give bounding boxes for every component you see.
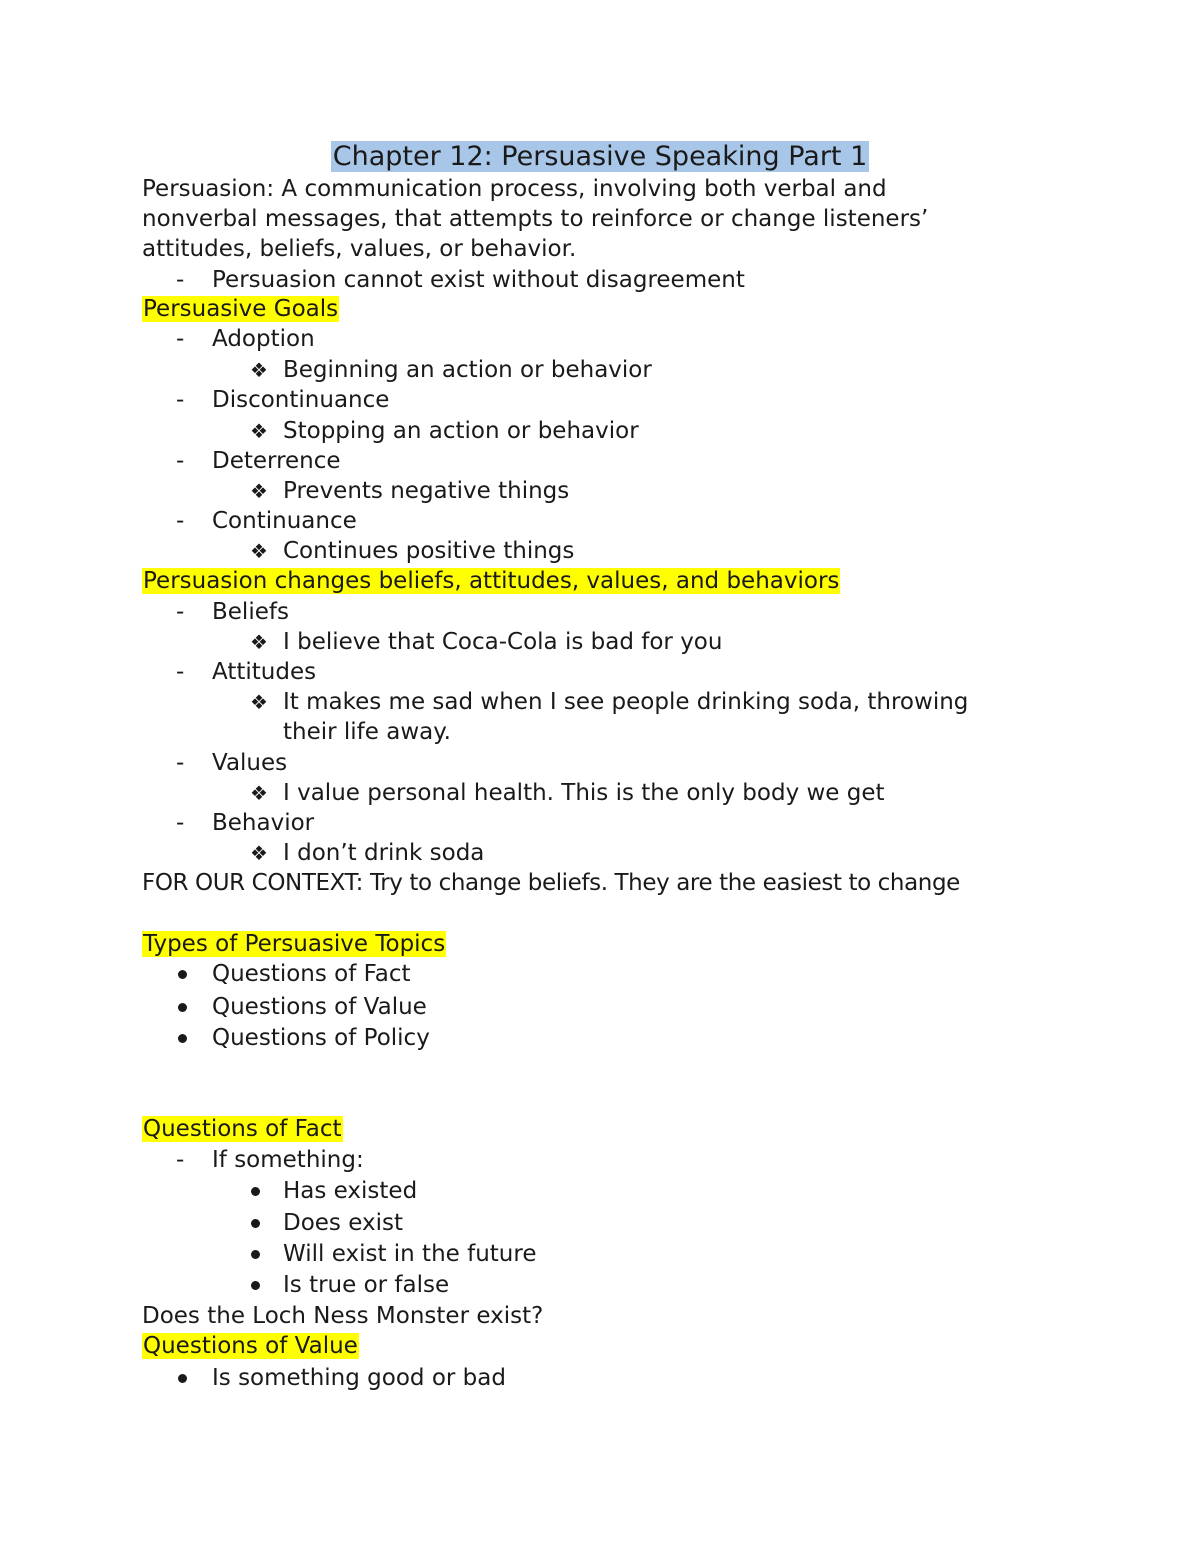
fact-heading: Questions of Fact [143, 1116, 342, 1142]
document-title: Chapter 12: Persuasive Speaking Part 1 [332, 141, 868, 172]
diamond-bullet-icon: ❖ [250, 539, 268, 563]
bullet-dot-icon [178, 1374, 187, 1383]
definition-line-3: attitudes, beliefs, values, or behavior. [142, 236, 577, 262]
bullet-dot-icon [251, 1187, 260, 1196]
diamond-bullet-icon: ❖ [250, 419, 268, 443]
bullet-dot-icon [178, 1003, 187, 1012]
diamond-bullet-icon: ❖ [250, 781, 268, 805]
diamond-bullet-icon: ❖ [250, 479, 268, 503]
bullet-dot-icon [251, 1250, 260, 1259]
context-note: FOR OUR CONTEXT: Try to change beliefs. They are the easiest to change [142, 870, 960, 896]
bullet-dot-icon [251, 1281, 260, 1290]
goals-heading: Persuasive Goals [143, 296, 339, 322]
bullet-dot-icon [251, 1219, 260, 1228]
changes-heading: Persuasion changes beliefs, attitudes, values, and behaviors [143, 568, 840, 594]
value-heading: Questions of Value [143, 1333, 358, 1359]
bullet-dot-icon [178, 1034, 187, 1043]
change-attitudes-detail-cont: their life away. [283, 719, 451, 745]
bullet-dot-icon [178, 970, 187, 979]
definition-line-1: Persuasion: A communication process, involving both verbal and [142, 176, 887, 202]
diamond-bullet-icon: ❖ [250, 690, 268, 714]
diamond-bullet-icon: ❖ [250, 841, 268, 865]
document-page: Chapter 12: Persuasive Speaking Part 1 Persuasion: A communication process, involving both verbal and nonverbal messages, that attempts to reinforce or change listeners’ attitudes, beliefs, values, or behavior. - Persuasion cannot exist without disagreement Persuasive Goals - Adoption ❖ Beginning an action or behavior - Discontinuance ❖ Stopping an action or behavior - Deterrence ❖ Prevents negative things - Continuance ❖ Continues positive things Persuasion changes beliefs, attitudes, values, and behaviors - Beliefs ❖ I believe that Coca-Cola is bad for you - Attitudes ❖ It makes me sad when I see people drinking soda, throwing their life away. - Values ❖ I value personal health. This is the only body we get - Behavior ❖ I don’t drink soda FOR OUR CONTEXT: Try to change beliefs. They are the easiest to change Types of Persuasive Topics Questions of Fact Questions of Value Questions of Policy Questions of Fact - If something: Has existed Does exist Will exist in the future Is true or false Does the Loch Ness Monster exist? Questions of Value Is something good or bad [0, 0, 1200, 1553]
diamond-bullet-icon: ❖ [250, 358, 268, 382]
fact-example: Does the Loch Ness Monster exist? [142, 1303, 544, 1329]
definition-line-2: nonverbal messages, that attempts to reinforce or change listeners’ [142, 206, 929, 232]
types-heading: Types of Persuasive Topics [143, 931, 446, 957]
diamond-bullet-icon: ❖ [250, 630, 268, 654]
